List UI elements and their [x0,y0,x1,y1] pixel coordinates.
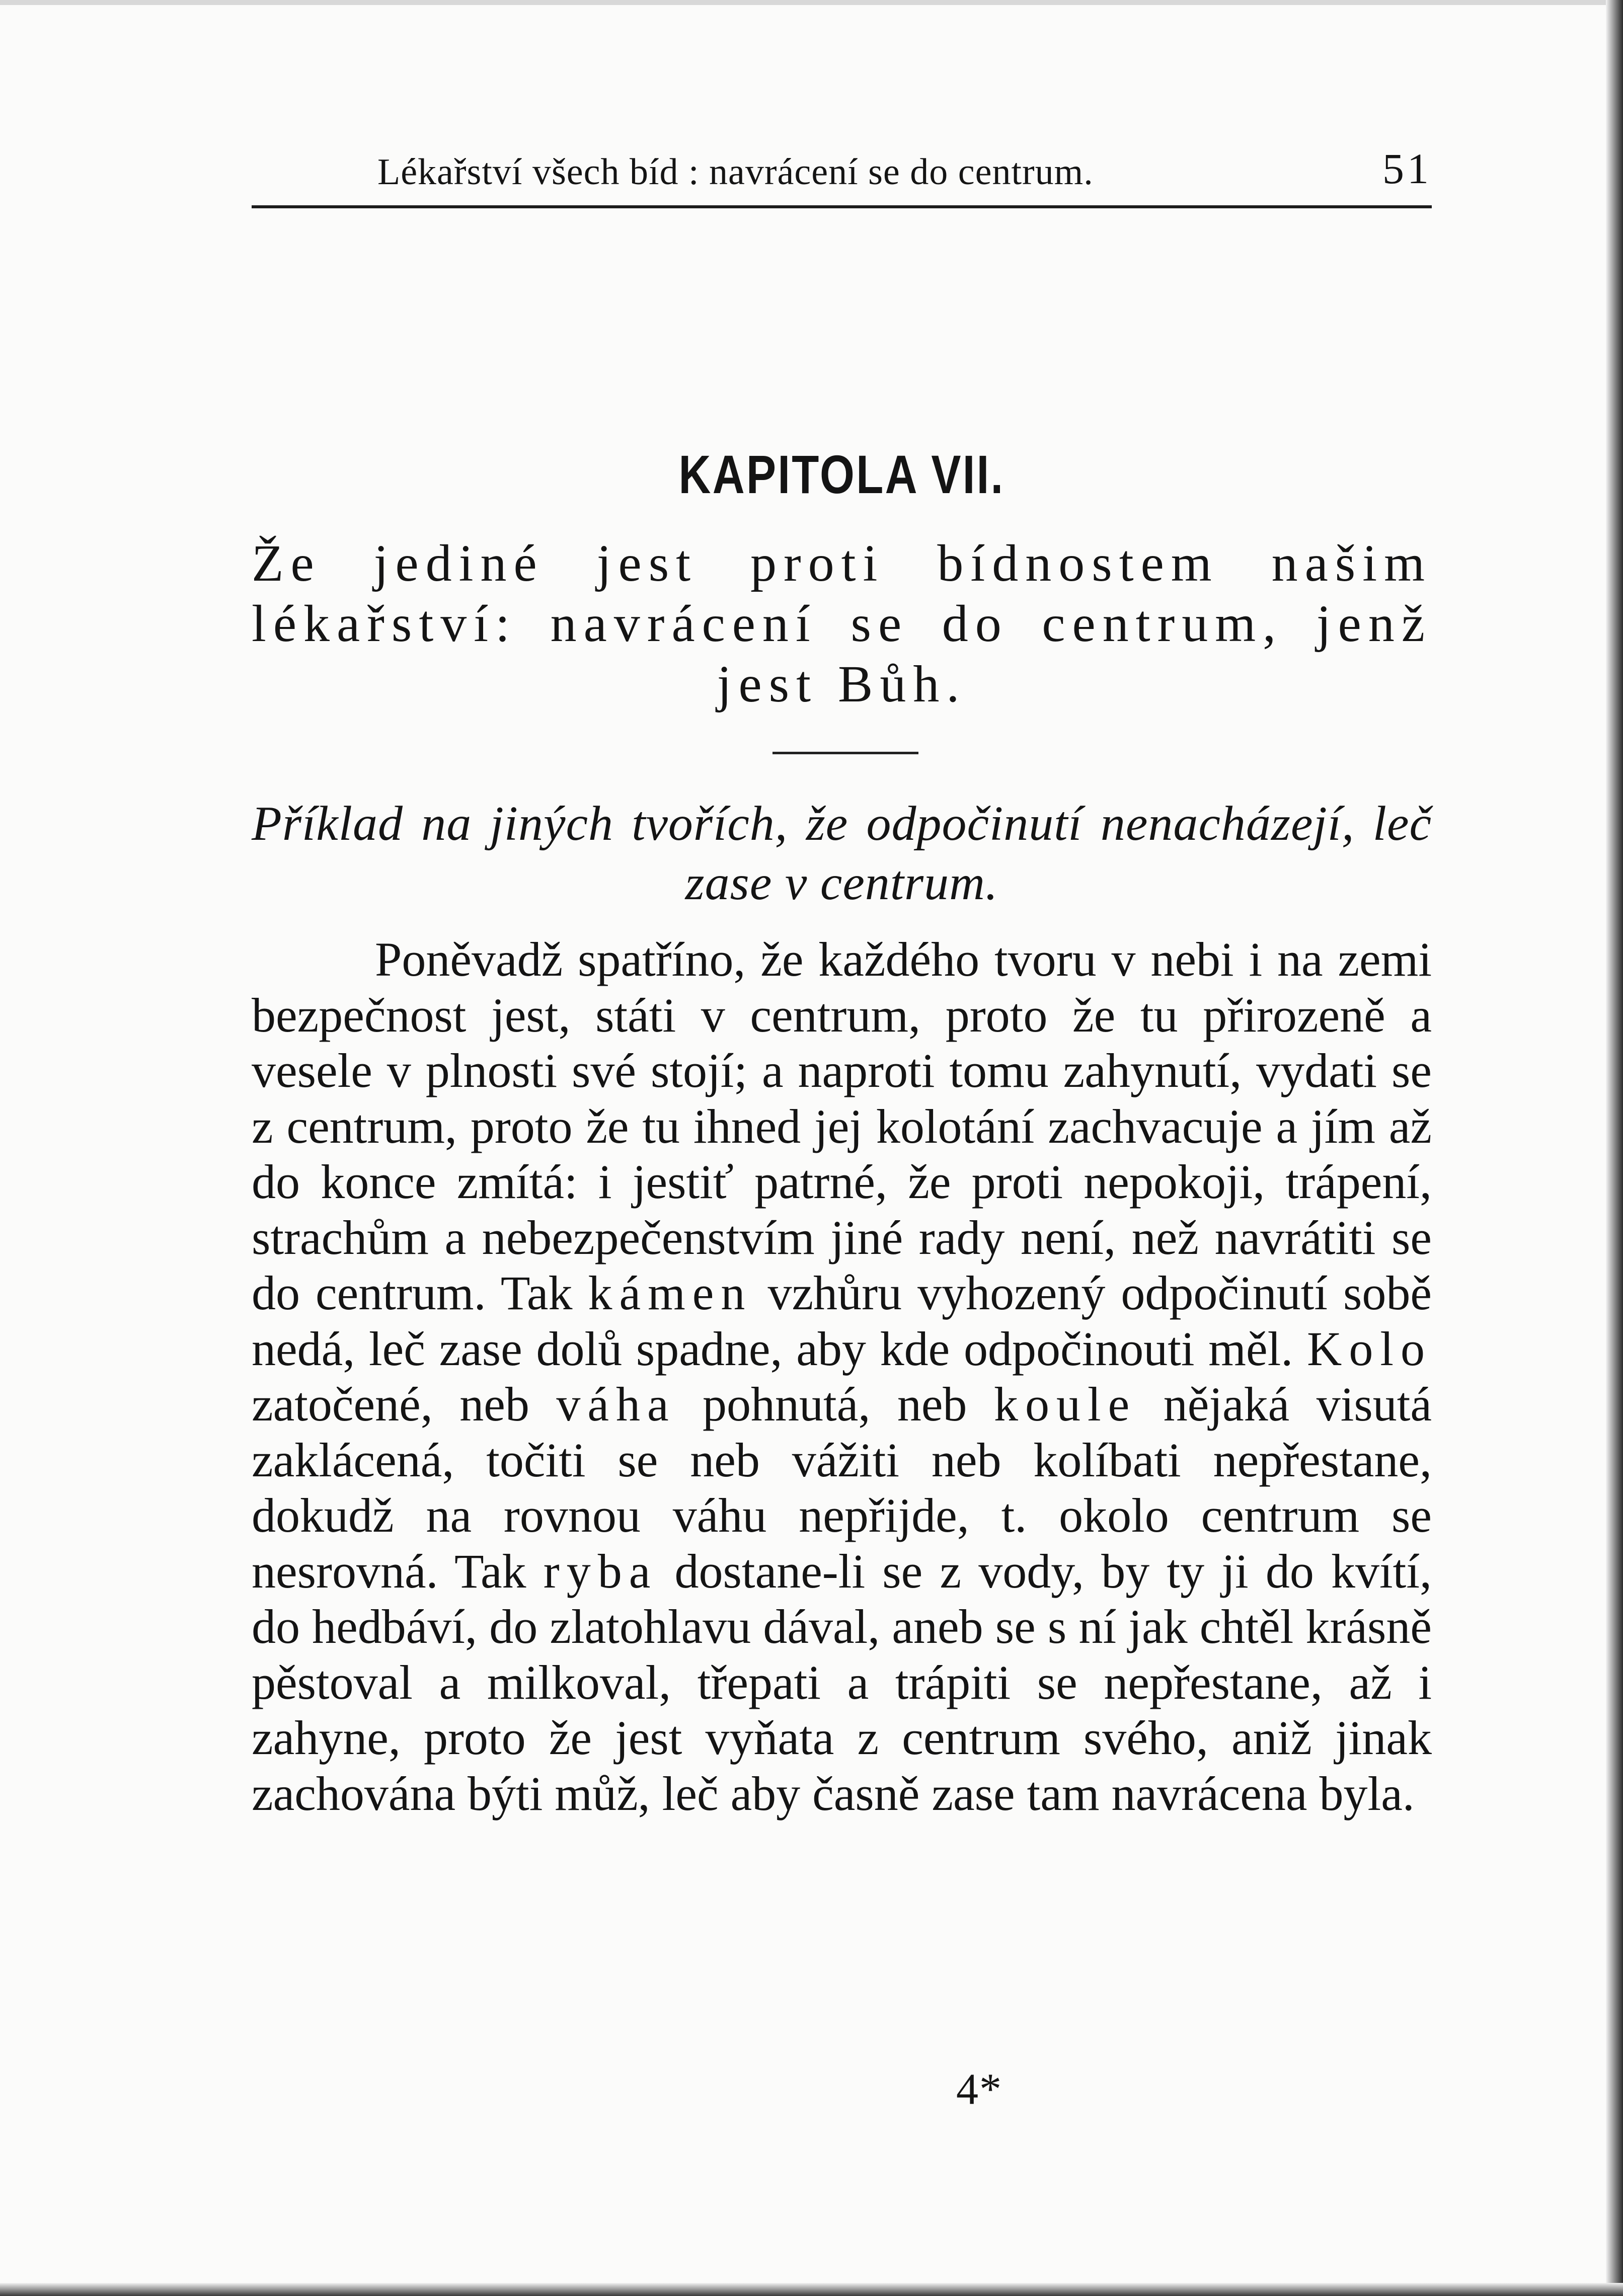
section-divider [772,752,918,754]
body-text-run: pohnutá, neb [703,1377,967,1431]
running-head-title: Lékařství všech bíd : navrácení se do centrum. [377,151,1094,193]
scan-right-edge [1606,0,1623,2296]
emphasis-word-kamen: kámen [588,1266,752,1320]
chapter-heading: KAPITOLA VII. [678,444,1005,505]
emphasis-word-koule: koule [993,1377,1137,1431]
body-text-run: nějaká visutá zaklácená, točiti se neb vážiti neb kolíbati nepřestane, dokudž na rovnou váhu nepřijde, t. okolo centrum se nesrovná. Tak [252,1377,1432,1598]
example-heading: Příklad na jiných tvořích, že odpočinutí nenacházejí, leč zase v centrum. [252,797,1432,910]
emphasis-word-ryba: ryba [543,1544,658,1598]
scan-bottom-edge [0,2283,1623,2296]
chapter-subtitle: Že jediné jest proti bídnostem našim lékařství: navrácení se do centrum, jenž jest Bůh. [252,534,1432,713]
scan-top-edge [0,0,1623,5]
page-number: 51 [1382,144,1432,193]
running-head [252,143,1432,194]
emphasis-word-kolo: Kolo [1307,1321,1432,1376]
running-head-rule [252,205,1432,208]
body-text-run: zatočené, neb [252,1377,529,1431]
body-text-run: dostane-li se z vody, by ty ji do kvítí, do hedbáví, do zlatohlavu dával, aneb se s ní jak chtěl krásně pěstoval a milkoval, třepati a trápiti se nepřestane, až i zahyne, proto že jest vyňata z centrum svého, aniž jinak zachována býti můž, leč aby časně zase tam navrácena byla. [252,1544,1432,1820]
body-paragraph [252,932,1432,1822]
emphasis-word-vaha: váha [556,1377,676,1431]
signature-mark: 4* [956,2065,1002,2114]
body-text-run: Poněvadž spatříno, že každého tvoru v nebi i na zemi bezpečnost jest, státi v centrum, proto že tu přirozeně a vesele v plnosti své stojí; a naproti tomu zahynutí, vydati se z centrum, proto že tu ihned jej kolotání zachvacuje a jím až do konce zmítá: i jestiť patrné, že proti nepokoji, trápení, strachům a nebezpečenstvím jiné rady není, než navrátiti se do centrum. Tak [252,932,1432,1320]
body-text-run: vzhůru vyhozený odpočinutí sobě nedá, leč zase dolů spadne, aby kde odpočinouti měl. [252,1266,1432,1376]
body-text [252,932,1432,1822]
